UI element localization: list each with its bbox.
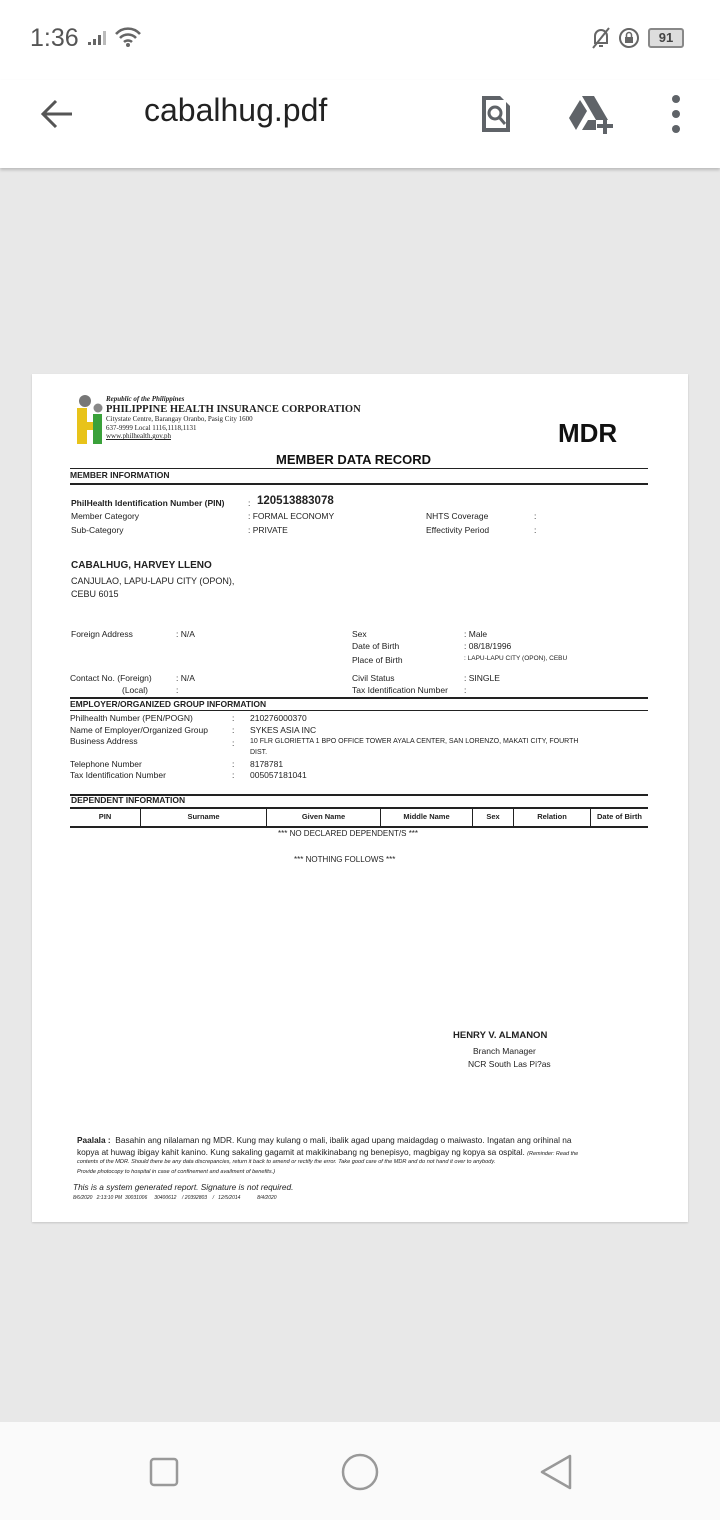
app-bar bbox=[0, 80, 720, 168]
field-value: SYKES ASIA INC bbox=[250, 725, 317, 735]
meta-field: 8/4/2020 bbox=[257, 1195, 277, 1201]
field-label: Place of Birth bbox=[352, 655, 403, 665]
field-value: PRIVATE bbox=[252, 525, 288, 535]
field-label: Effectivity Period bbox=[426, 525, 490, 535]
report-meta bbox=[73, 1196, 277, 1201]
column-header: Date of Birth bbox=[590, 808, 648, 826]
nothing-follows-text: *** NOTHING FOLLOWS *** bbox=[294, 855, 396, 864]
back-arrow-icon[interactable] bbox=[38, 98, 76, 130]
home-button[interactable] bbox=[340, 1452, 380, 1492]
field-label: Tax Identification Number bbox=[70, 770, 166, 780]
field-value: 10 FLR GLORIETTA 1 BPO OFFICE TOWER AYALA CENTER, SAN LORENZO, MAKATI CITY, FOURTH bbox=[250, 738, 579, 745]
column-header: Given Name bbox=[266, 808, 380, 826]
meta-field: 8/6/2020 bbox=[73, 1195, 93, 1201]
field-value: 210276000370 bbox=[250, 713, 307, 723]
field-value: N/A bbox=[180, 629, 195, 639]
field-label: Tax Identification Number bbox=[352, 685, 448, 695]
meta-field: 30400612 bbox=[154, 1195, 177, 1201]
field-label: Sex bbox=[352, 629, 367, 639]
meta-field: 12/5/2014 bbox=[218, 1195, 241, 1201]
signatory-name: HENRY V. ALMANON bbox=[453, 1030, 548, 1041]
meta-field: / bbox=[212, 1195, 214, 1201]
column-header: PIN bbox=[98, 812, 112, 821]
reminder-text: contents of the MDR. Should there be any data discrepancies, return it back to amend or rectify the error. Take good care of the MDR and do not hand it over to anybody. bbox=[77, 1159, 496, 1165]
field-value: 08/18/1996 bbox=[468, 641, 512, 651]
field-value: 005057181041 bbox=[250, 770, 307, 780]
field-label: Business Address bbox=[70, 736, 138, 746]
find-in-document-icon[interactable] bbox=[478, 94, 514, 134]
field-label: NHTS Coverage bbox=[426, 511, 489, 521]
field-value: FORMAL ECONOMY bbox=[252, 511, 335, 521]
column-header: Sex bbox=[472, 808, 513, 826]
corp-address: Citystate Centre, Barangay Oranbo, Pasig City 1600 bbox=[106, 415, 253, 423]
meta-field: 30031006 bbox=[125, 1195, 148, 1201]
paalala-label: Paalala : bbox=[77, 1135, 111, 1145]
battery-indicator: 91 bbox=[648, 28, 684, 48]
column-header: Surname bbox=[140, 808, 266, 826]
meta-field: 2:13:10 PM bbox=[96, 1195, 123, 1201]
field-value: N/A bbox=[180, 673, 195, 683]
field-label: Civil Status bbox=[352, 673, 395, 683]
signal-icon bbox=[88, 30, 108, 46]
pdf-page: Republic of the Philippines PHILIPPINE HEALTH INSURANCE CORPORATION Citystate Centre, Barangay Oranbo, Pasig City 1600 637-9999 Local 1116,1118,1131 www.philhealth.gov.ph MDR MEMBER DATA RECORD MEMBER INFORMATION PhilHealth Identification Number (PIN) : 120513883078 Member Category : FORMAL ECONOMY Sub-Category : PRIVATE NHTS Coverage : Effectivity Period : CABALHUG, HARVEY LLENO CANJULAO, LAPU-LAPU CITY (OPON), CEBU 6015 Foreign Address : N/A Sex : Male Date of Birth : 08/18/1996 Place of Birth : LAPU-LAPU CITY (OPON), CEBU Contact No. (Foreign) : N/A (Local) : Civil Status : SINGLE Tax Identification Number : EMPLOYER/ORGANIZED GROUP INFORMATION Philhealth Number (PEN/POGN) : 210276000370 Name of Employer/Organized Group : SYKES ASIA INC Business Address : 10 FLR GLORIETTA 1 BPO OFFICE TOWER AYALA CENTER, SAN LORENZO, MAKATI CITY, FOURTH DIST. Telephone Number : 8178781 Tax Identification Number : 005057181041 DEPENDENT INFORMATION PIN Surname Given Name Middle Name Sex Relation Date of Birth *** NO DECLARED DEPENDENT/S *** *** NOTHING FOLLOWS *** HENRY V. ALMANON Branch Manager NCR South Las Pi?as Paalala : Basahin ang nilalaman ng MDR. Kung may kulang o mali, ibalik agad upang maidagdag o maiwasto. Ingatan ang orihinal na kopya at huwag ibigay kahit kanino. Kung sakaling gagamit at makikinabang ng benepisyo, magbigay ng kopya sa ospital. (Reminder: Read the contents of the MDR. Should there be any data discrepancies, return it back to amend or rectify the error. Take good care of the MDR and do not hand it over to anybody. Provide photocopy to hospital in case of confinement and availment of benefits.) This is a system generated report. Signature is not required. 8/6/2020 2:13:10 PM 30031006 30400612 / 20392803 / 12/5/2014 8/4/2020 bbox=[32, 374, 688, 1222]
field-label: (Local) bbox=[122, 685, 148, 695]
field-label: Date of Birth bbox=[352, 641, 400, 651]
section-heading: MEMBER INFORMATION bbox=[70, 470, 170, 480]
paalala-text: kopya at huwag ibigay kahit kanino. Kung sakaling gagamit at makikinabang ng benepisyo, magbigay ng kopya sa ospital. bbox=[77, 1147, 525, 1157]
field-value: SINGLE bbox=[468, 673, 500, 683]
philhealth-logo bbox=[72, 394, 110, 446]
field-value: DIST. bbox=[250, 749, 268, 756]
corp-phone: 637-9999 Local 1116,1118,1131 bbox=[106, 424, 197, 432]
field-label: Contact No. (Foreign) bbox=[70, 673, 152, 683]
recents-button[interactable] bbox=[148, 1456, 180, 1488]
document-title: MEMBER DATA RECORD bbox=[276, 452, 432, 467]
member-name: CABALHUG, HARVEY LLENO bbox=[71, 560, 212, 571]
field-label: Name of Employer/Organized Group bbox=[70, 725, 208, 735]
wifi-icon bbox=[114, 26, 142, 48]
corp-website[interactable]: www.philhealth.gov.ph bbox=[106, 432, 171, 440]
paalala-text: Basahin ang nilalaman ng MDR. Kung may kulang o mali, ibalik agad upang maidagdag o maiwasto. Ingatan ang orihinal na bbox=[115, 1135, 572, 1145]
field-label: Member Category bbox=[71, 511, 140, 521]
add-to-drive-icon[interactable] bbox=[568, 94, 616, 134]
reminder-text: (Reminder: Read the bbox=[527, 1151, 579, 1157]
rotation-lock-icon bbox=[618, 27, 640, 49]
corp-name: PHILIPPINE HEALTH INSURANCE CORPORATION bbox=[106, 404, 361, 415]
field-label: Foreign Address bbox=[71, 629, 133, 639]
column-header: Relation bbox=[513, 808, 590, 826]
reminder-text: Provide photocopy to hospital in case of confinement and availment of benefits.) bbox=[77, 1169, 276, 1175]
field-value: Male bbox=[468, 629, 488, 639]
mute-bell-icon bbox=[590, 26, 612, 50]
field-value: LAPU-LAPU CITY (OPON), CEBU bbox=[467, 655, 568, 662]
back-button[interactable] bbox=[538, 1452, 574, 1492]
signatory-office: NCR South Las Pi?as bbox=[468, 1059, 551, 1069]
file-title: cabalhug.pdf bbox=[144, 92, 328, 128]
field-label: Telephone Number bbox=[70, 759, 142, 769]
more-options-icon[interactable] bbox=[668, 94, 684, 134]
pin-label: PhilHealth Identification Number (PIN) bbox=[71, 498, 225, 508]
field-value: 8178781 bbox=[250, 759, 284, 769]
column-header: Middle Name bbox=[380, 808, 472, 826]
field-label: Sub-Category bbox=[71, 525, 124, 535]
field-label: Philhealth Number (PEN/POGN) bbox=[70, 713, 193, 723]
no-dependents-text: *** NO DECLARED DEPENDENT/S *** bbox=[278, 829, 419, 838]
status-bar bbox=[0, 0, 720, 80]
signatory-position: Branch Manager bbox=[473, 1046, 536, 1056]
member-address: CEBU 6015 bbox=[71, 589, 119, 599]
republic-label: Republic of the Philippines bbox=[106, 395, 185, 403]
meta-field: / 20392803 bbox=[182, 1195, 208, 1201]
navigation-bar bbox=[0, 1422, 720, 1520]
pin-value: 120513883078 bbox=[257, 495, 334, 507]
section-heading: EMPLOYER/ORGANIZED GROUP INFORMATION bbox=[70, 699, 267, 709]
member-address: CANJULAO, LAPU-LAPU CITY (OPON), bbox=[71, 576, 235, 586]
section-heading: DEPENDENT INFORMATION bbox=[71, 795, 186, 805]
system-note: This is a system generated report. Signature is not required. bbox=[73, 1182, 294, 1192]
mdr-label: MDR bbox=[558, 418, 618, 448]
clock: 1:36 bbox=[30, 24, 79, 52]
